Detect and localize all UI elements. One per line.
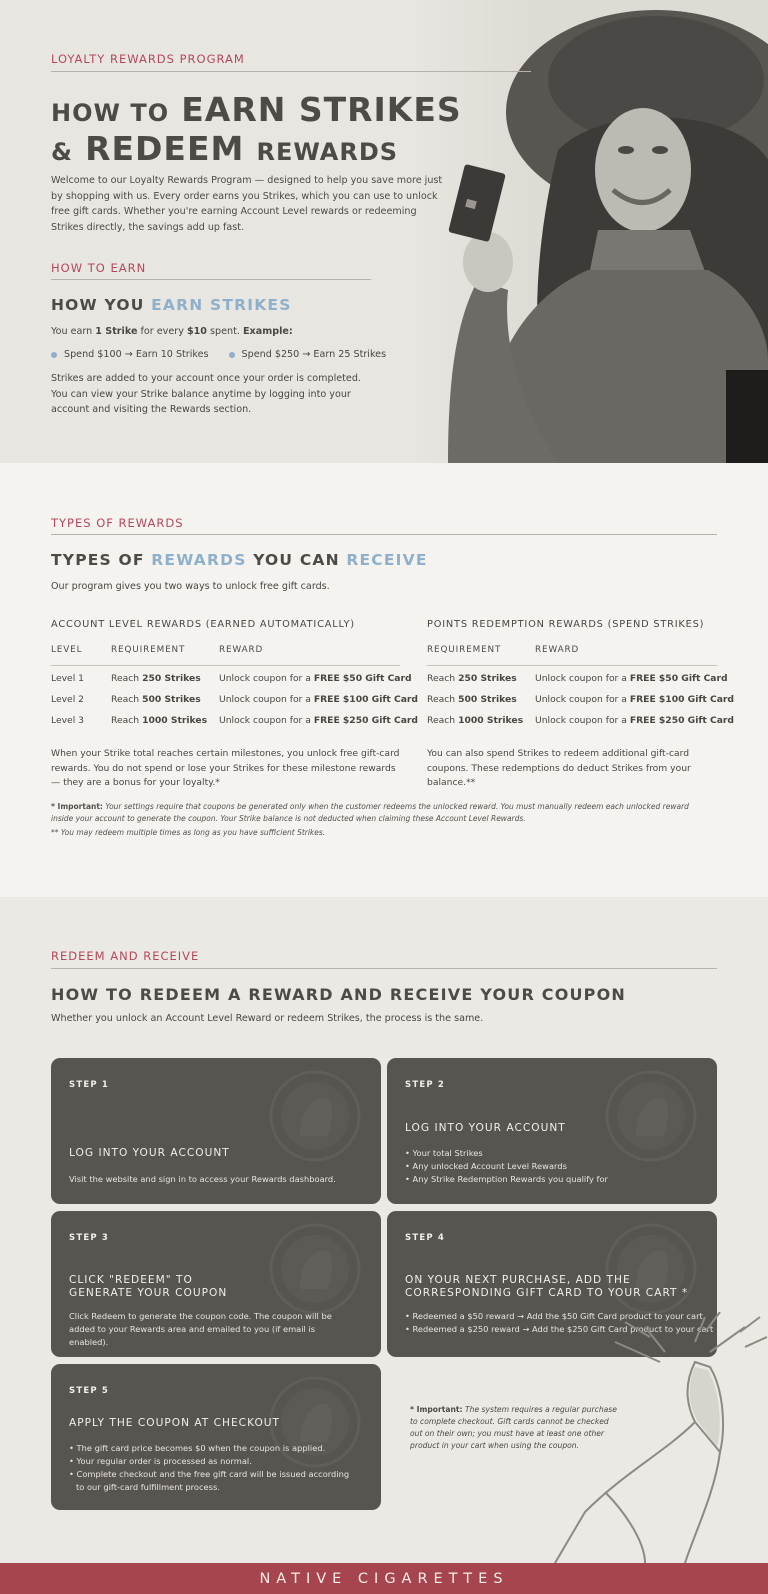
example-item bbox=[51, 349, 209, 360]
column-header: LEVEL bbox=[51, 645, 83, 655]
heading-part: TYPES OF bbox=[51, 551, 145, 569]
earn-rate bbox=[51, 326, 293, 337]
divider bbox=[51, 279, 371, 280]
points-rewards-title: POINTS REDEMPTION REWARDS (SPEND STRIKES) bbox=[427, 619, 705, 630]
redeem-heading: HOW TO REDEEM A REWARD AND RECEIVE YOUR COUPON bbox=[51, 985, 627, 1004]
strong-text: 1000 Strikes bbox=[458, 715, 524, 726]
bullet-dot-icon bbox=[229, 352, 235, 358]
step-card-1 bbox=[51, 1058, 381, 1204]
step-card-5 bbox=[51, 1364, 381, 1510]
strong-text: FREE $50 Gift Card bbox=[313, 673, 412, 684]
note-text: The system requires a regular purchase to complete checkout. Gift cards cannot be checked out on their own; you must have at least one other product in your cart when using the coupon. bbox=[410, 1405, 617, 1450]
requirement-cell bbox=[111, 673, 201, 684]
text: Unlock coupon for a bbox=[219, 694, 311, 705]
redeem-subtitle: Whether you unlock an Account Level Reward or redeem Strikes, the process is the same. bbox=[51, 1013, 484, 1024]
emblem-icon bbox=[265, 1219, 365, 1319]
list-item: • Any Strike Redemption Rewards you qualify for bbox=[405, 1174, 608, 1184]
types-section bbox=[0, 463, 768, 897]
list-item: • Any unlocked Account Level Rewards bbox=[405, 1161, 567, 1171]
footer-banner bbox=[0, 1563, 768, 1594]
list-item: • Redeemed a $250 reward → Add the $250 Gift Card product to your cart bbox=[405, 1324, 714, 1334]
column-header: REQUIREMENT bbox=[427, 645, 502, 655]
strong-text: $10 bbox=[186, 326, 207, 337]
earn-heading bbox=[51, 296, 292, 314]
step-title bbox=[405, 1274, 688, 1300]
example-text: Spend $100 → Earn 10 Strikes bbox=[64, 349, 209, 360]
column-header: REWARD bbox=[535, 645, 580, 655]
redeem-footnote: ** You may redeem multiple times as long as you have sufficient Strikes. bbox=[51, 828, 326, 837]
list-item: • The gift card price becomes $0 when the coupon is applied. bbox=[69, 1443, 326, 1453]
step-body bbox=[405, 1147, 608, 1186]
strong-text: 1 Strike bbox=[95, 326, 138, 337]
heading-part: HOW YOU bbox=[51, 296, 145, 314]
strong-text: FREE $100 Gift Card bbox=[313, 694, 419, 705]
text: Unlock coupon for a bbox=[535, 673, 627, 684]
checkout-important-note bbox=[410, 1404, 620, 1452]
title-part: HOW TO bbox=[51, 99, 170, 127]
footnote-label: * Important: bbox=[51, 802, 103, 811]
earn-examples bbox=[51, 349, 386, 360]
text: Reach bbox=[111, 715, 140, 726]
strong-text: FREE $250 Gift Card bbox=[313, 715, 419, 726]
types-heading bbox=[51, 551, 428, 569]
bullet-dot-icon bbox=[51, 352, 57, 358]
divider bbox=[427, 665, 717, 666]
divider bbox=[51, 968, 717, 969]
strong-text: 1000 Strikes bbox=[142, 715, 208, 726]
title-line: CORRESPONDING GIFT CARD TO YOUR CART * bbox=[405, 1287, 689, 1299]
strong-text: 500 Strikes bbox=[142, 694, 201, 705]
brand-name: NATIVE CIGARETTES bbox=[259, 1570, 509, 1587]
title-part: REWARDS bbox=[256, 138, 399, 166]
footnote-text: Your settings require that coupons be generated only when the customer redeems the unlocked reward. You must manually redeem each unlocked reward inside your account to generate the coupon. Your Strike balance is not deducted when claiming these Account Level Rewards. bbox=[51, 802, 689, 823]
text: Reach bbox=[427, 694, 456, 705]
reward-cell bbox=[219, 673, 412, 684]
reward-cell bbox=[219, 715, 418, 726]
text: Unlock coupon for a bbox=[535, 694, 627, 705]
divider bbox=[51, 665, 400, 666]
text: You earn bbox=[51, 326, 93, 337]
column-header: REWARD bbox=[219, 645, 264, 655]
text: Reach bbox=[111, 694, 140, 705]
step-title: LOG INTO YOUR ACCOUNT bbox=[405, 1122, 566, 1134]
emblem-icon bbox=[265, 1066, 365, 1166]
step-label: STEP 2 bbox=[405, 1080, 446, 1090]
column-header: REQUIREMENT bbox=[111, 645, 186, 655]
level-cell: Level 2 bbox=[51, 694, 85, 705]
requirement-cell bbox=[427, 673, 517, 684]
step-title bbox=[69, 1274, 227, 1300]
step-label: STEP 1 bbox=[69, 1080, 110, 1090]
strong-text: 250 Strikes bbox=[458, 673, 517, 684]
important-footnote bbox=[51, 801, 711, 825]
text: spent. bbox=[210, 326, 240, 337]
step-label: STEP 4 bbox=[405, 1233, 446, 1243]
text: Reach bbox=[427, 715, 456, 726]
redeem-eyebrow: REDEEM AND RECEIVE bbox=[51, 949, 200, 963]
hero-title bbox=[51, 92, 511, 170]
types-eyebrow: TYPES OF REWARDS bbox=[51, 516, 184, 530]
list-item: • Redeemed a $50 reward → Add the $50 Gift Card product to your cart bbox=[405, 1311, 703, 1321]
strong-text: Example: bbox=[243, 326, 293, 337]
heading-accent: RECEIVE bbox=[346, 551, 428, 569]
hero-section bbox=[0, 0, 768, 463]
divider bbox=[51, 71, 531, 72]
note-label: * Important: bbox=[410, 1405, 463, 1414]
earn-eyebrow: HOW TO EARN bbox=[51, 261, 147, 275]
emblem-icon bbox=[601, 1219, 701, 1319]
level-cell: Level 3 bbox=[51, 715, 85, 726]
text: Reach bbox=[427, 673, 456, 684]
requirement-cell bbox=[111, 694, 201, 705]
requirement-cell bbox=[111, 715, 207, 726]
requirement-cell bbox=[427, 715, 523, 726]
title-part: & bbox=[51, 138, 73, 166]
strong-text: FREE $100 Gift Card bbox=[629, 694, 735, 705]
title-part: EARN STRIKES bbox=[181, 90, 462, 129]
step-card-2 bbox=[387, 1058, 717, 1204]
step-title: APPLY THE COUPON AT CHECKOUT bbox=[69, 1417, 281, 1429]
heading-accent: EARN STRIKES bbox=[151, 296, 292, 314]
account-rewards-title: ACCOUNT LEVEL REWARDS (EARNED AUTOMATICALLY) bbox=[51, 619, 355, 630]
text: Unlock coupon for a bbox=[219, 715, 311, 726]
reward-cell bbox=[535, 673, 728, 684]
woman-holding-card-photo bbox=[408, 0, 768, 463]
list-item: to our gift-card fulfillment process. bbox=[76, 1482, 220, 1492]
heading-part: YOU CAN bbox=[253, 551, 340, 569]
text: for every bbox=[140, 326, 184, 337]
strong-text: 500 Strikes bbox=[458, 694, 517, 705]
title-line: GENERATE YOUR COUPON bbox=[69, 1287, 228, 1299]
step-body bbox=[69, 1442, 349, 1494]
strong-text: 250 Strikes bbox=[142, 673, 201, 684]
step-label: STEP 5 bbox=[69, 1386, 110, 1396]
step-card-3 bbox=[51, 1211, 381, 1357]
reward-cell bbox=[535, 715, 734, 726]
hero-intro: Welcome to our Loyalty Rewards Program — designed to help you save more just by shopping with us. Every order earns you Strikes, which you can use to unlock free gift cards. Whether you're earning Account Level rewards or redeeming Strikes directly, the savings add up fast. bbox=[51, 175, 443, 233]
heading-accent: REWARDS bbox=[151, 551, 247, 569]
strong-text: FREE $250 Gift Card bbox=[629, 715, 735, 726]
step-title: LOG INTO YOUR ACCOUNT bbox=[69, 1147, 230, 1159]
hero-eyebrow: LOYALTY REWARDS PROGRAM bbox=[51, 52, 245, 66]
account-rewards-note: When your Strike total reaches certain milestones, you unlock free gift-card rewards. You do not spend or lose your Strikes for these milestone rewards — they are a bonus for your loyalty.* bbox=[51, 748, 400, 788]
earn-note: Strikes are added to your account once your order is completed. You can view your Strike balance anytime by logging into your account and visiting the Rewards section. bbox=[51, 373, 361, 416]
redeem-section bbox=[0, 897, 768, 1563]
requirement-cell bbox=[427, 694, 517, 705]
emblem-icon bbox=[601, 1066, 701, 1166]
list-item: • Your regular order is processed as normal. bbox=[69, 1456, 252, 1466]
example-text: Spend $250 → Earn 25 Strikes bbox=[241, 349, 387, 360]
text: Unlock coupon for a bbox=[535, 715, 627, 726]
step-body: Click Redeem to generate the coupon code. The coupon will be added to your Rewards area and emailed to you (if email is enabled). bbox=[69, 1311, 332, 1347]
types-subtitle: Our program gives you two ways to unlock free gift cards. bbox=[51, 581, 330, 592]
strong-text: FREE $50 Gift Card bbox=[629, 673, 728, 684]
title-part: REDEEM bbox=[85, 129, 245, 168]
step-label: STEP 3 bbox=[69, 1233, 110, 1243]
title-line: ON YOUR NEXT PURCHASE, ADD THE bbox=[405, 1274, 631, 1286]
step-body: Visit the website and sign in to access your Rewards dashboard. bbox=[69, 1174, 336, 1184]
text: Reach bbox=[111, 673, 140, 684]
example-item bbox=[229, 349, 387, 360]
text: Unlock coupon for a bbox=[219, 673, 311, 684]
list-item: • Your total Strikes bbox=[405, 1148, 483, 1158]
reward-cell bbox=[219, 694, 418, 705]
points-rewards-note: You can also spend Strikes to redeem additional gift-card coupons. These redemptions do deduct Strikes from your balance.** bbox=[427, 748, 691, 788]
level-cell: Level 1 bbox=[51, 673, 85, 684]
list-item: • Complete checkout and the free gift card will be issued according bbox=[69, 1469, 350, 1479]
title-line: CLICK "REDEEM" TO bbox=[69, 1274, 193, 1286]
divider bbox=[51, 534, 717, 535]
reward-cell bbox=[535, 694, 734, 705]
